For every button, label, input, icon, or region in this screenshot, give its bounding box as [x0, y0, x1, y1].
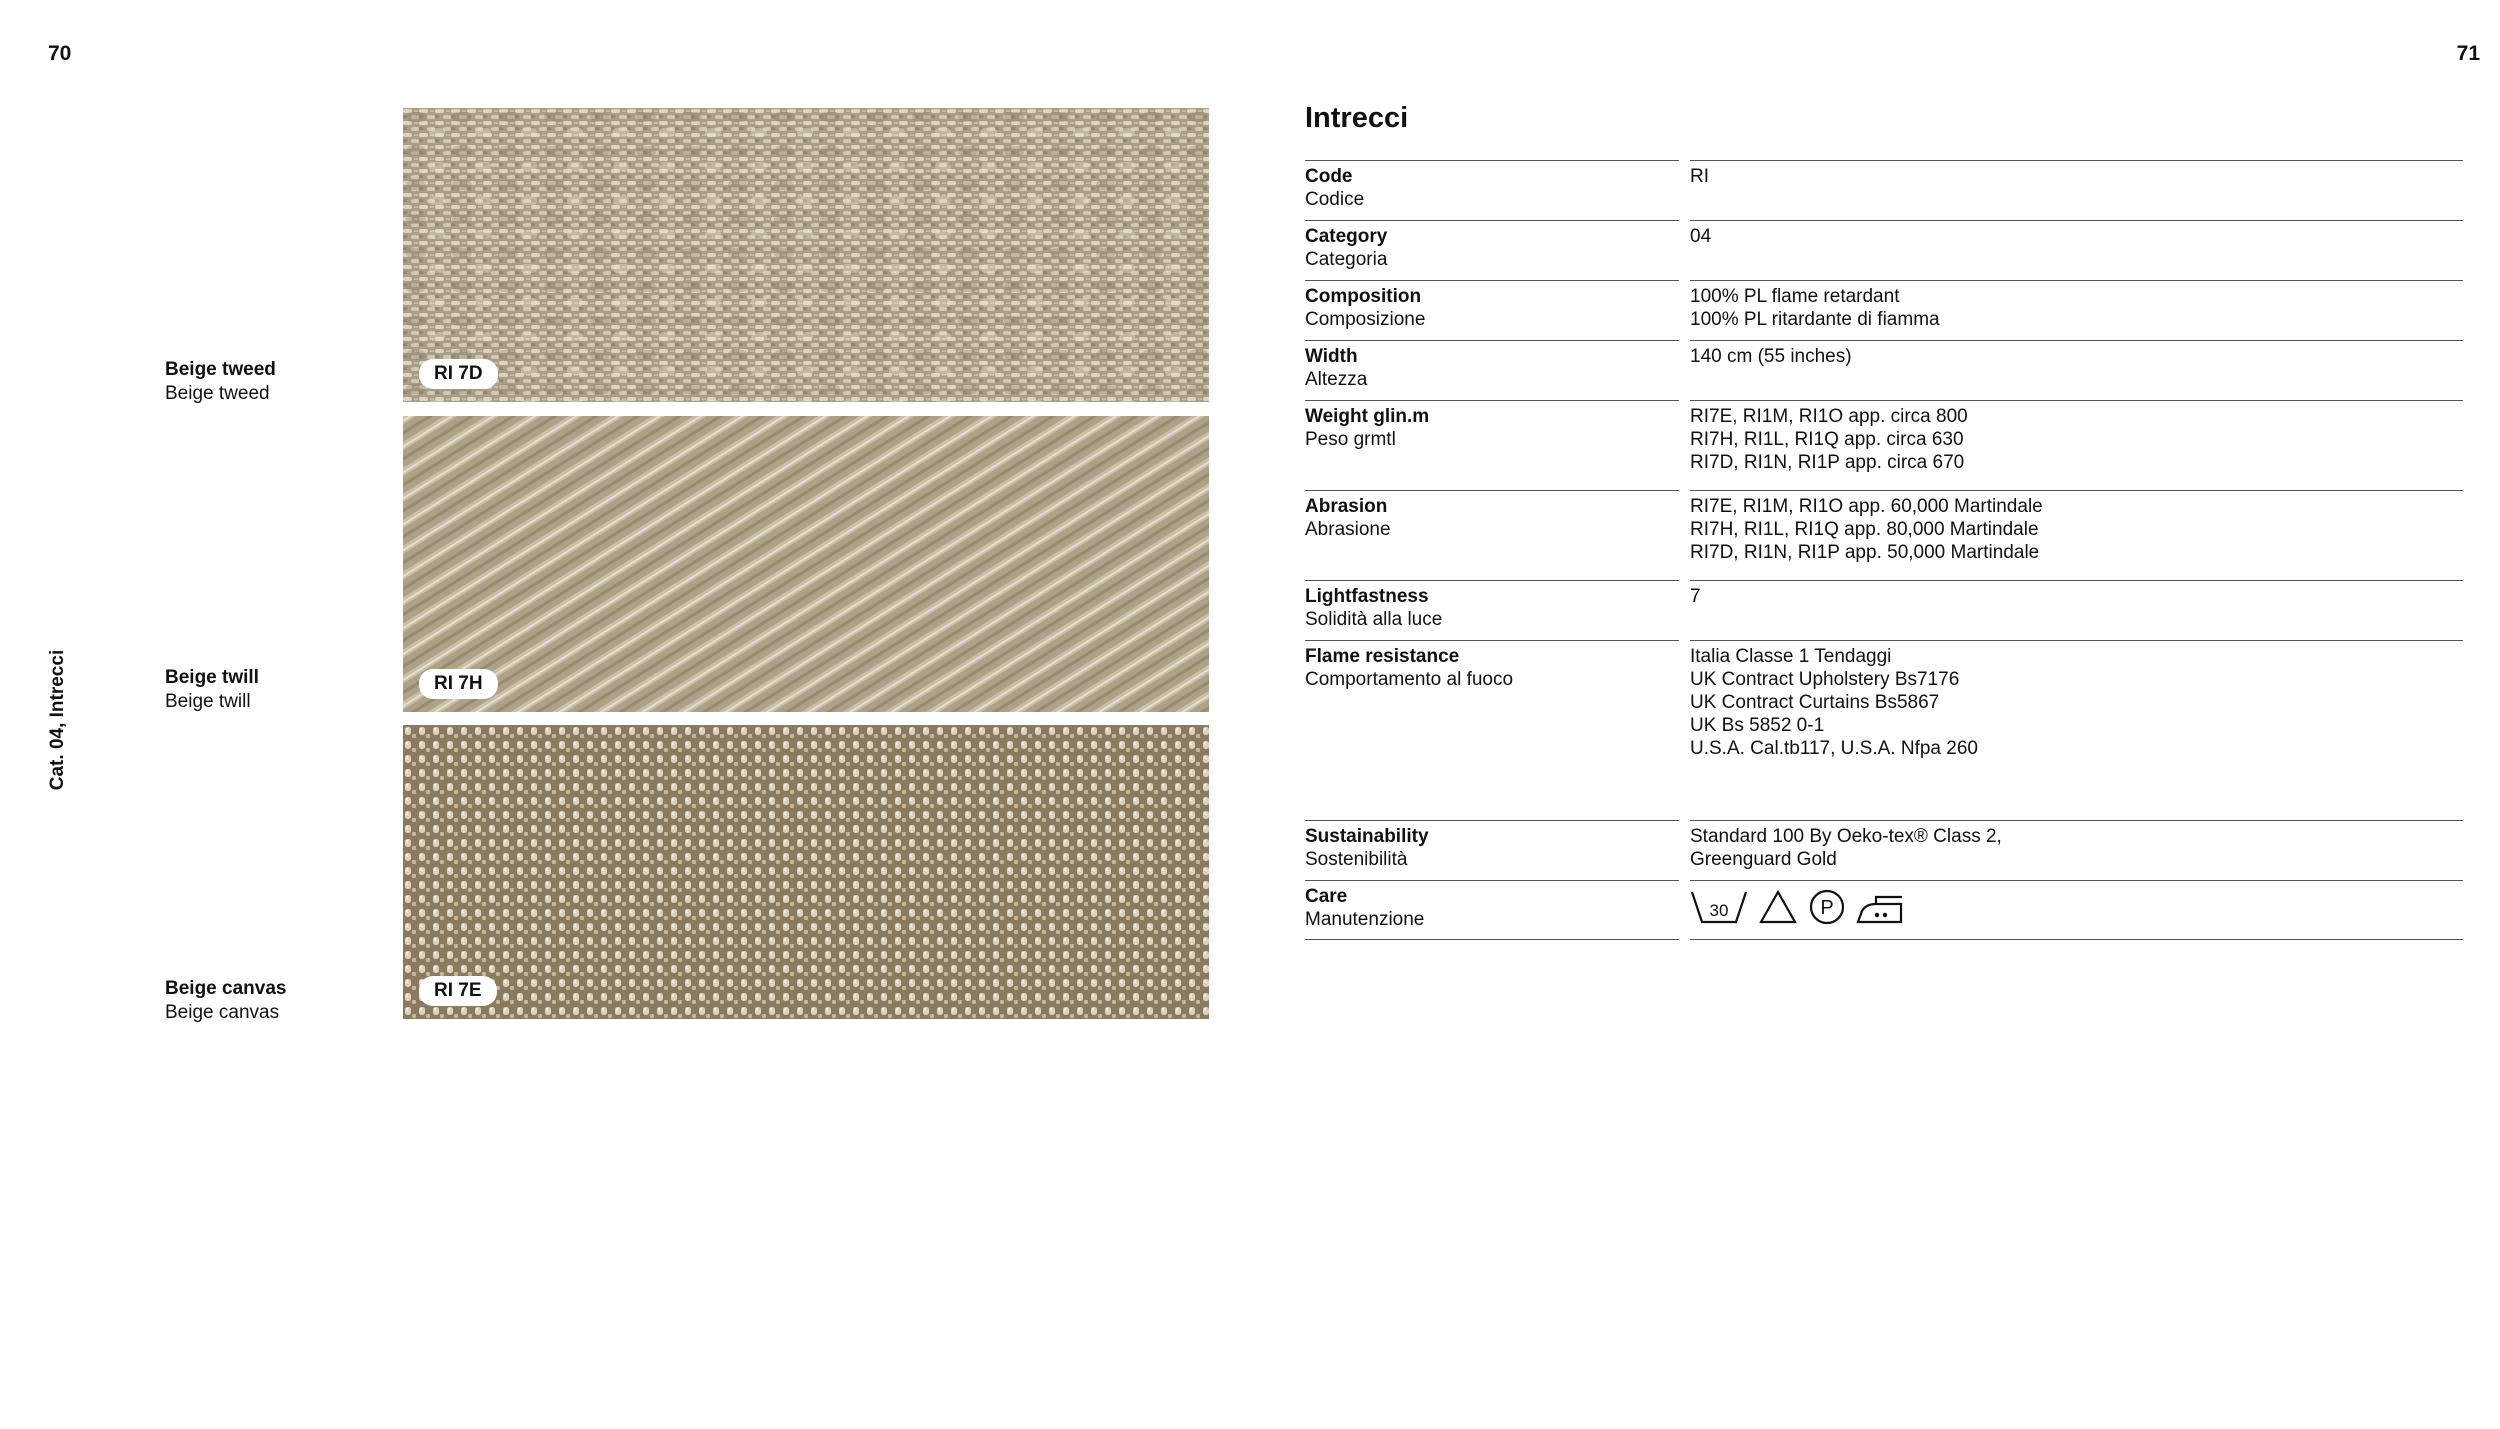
- spec-value: [1690, 880, 2463, 940]
- spec-value: [1690, 400, 2463, 490]
- spec-value: [1690, 340, 2463, 400]
- spec-label-it: Sostenibilità: [1305, 849, 1408, 870]
- page-number-left: 70: [48, 42, 72, 65]
- spec-label-it: Peso grmtl: [1305, 429, 1396, 450]
- spec-label-it: Composizione: [1305, 309, 1426, 330]
- iron-low-heat-icon: [1856, 889, 1904, 925]
- fabric-code-tag: RI 7E: [419, 976, 497, 1006]
- table-bottom-rule: [1690, 939, 2463, 940]
- spec-value-line: 100% PL flame retardant: [1690, 286, 1900, 307]
- spec-value-line: RI7H, RI1L, RI1Q app. 80,000 Martindale: [1690, 519, 2039, 540]
- spec-label-en: Flame resistance: [1305, 646, 1460, 667]
- spec-value-line: 140 cm (55 inches): [1690, 346, 1852, 367]
- spec-value-line: UK Contract Upholstery Bs7176: [1690, 669, 1960, 690]
- spec-row-sustainability: [1305, 820, 2463, 880]
- spec-value-line: Greenguard Gold: [1690, 849, 1837, 870]
- spec-label: [1305, 400, 1679, 490]
- fabric-name-en: Beige twill: [165, 667, 259, 688]
- spec-label-en: Width: [1305, 346, 1358, 367]
- spec-value-line: RI7H, RI1L, RI1Q app. circa 630: [1690, 429, 1964, 450]
- spec-label-en: Abrasion: [1305, 496, 1388, 517]
- spec-value: [1690, 490, 2463, 580]
- spec-label: [1305, 580, 1679, 640]
- spec-row-abrasion: [1305, 490, 2463, 580]
- spec-label-en: Sustainability: [1305, 826, 1429, 847]
- spec-value-line: RI7E, RI1M, RI1O app. 60,000 Martindale: [1690, 496, 2043, 517]
- spec-value-line: RI7D, RI1N, RI1P app. circa 670: [1690, 452, 1965, 473]
- bleach-triangle-icon: [1758, 889, 1798, 925]
- spec-label: [1305, 160, 1679, 220]
- spec-label: [1305, 490, 1679, 580]
- spec-label-it: Categoria: [1305, 249, 1388, 270]
- spec-value-line: UK Contract Curtains Bs5867: [1690, 692, 1940, 713]
- dry-clean-p-icon: [1808, 888, 1846, 926]
- spec-label-en: Care: [1305, 886, 1348, 907]
- spec-value: [1690, 820, 2463, 880]
- collection-title: Intrecci: [1305, 102, 1409, 134]
- spec-label-it: Manutenzione: [1305, 909, 1425, 930]
- fabric-name-tweed: [165, 358, 276, 406]
- care-icons: [1690, 888, 2463, 926]
- fabric-name-it: Beige tweed: [165, 383, 270, 404]
- spec-row-category: [1305, 220, 2463, 280]
- spec-label-it: Altezza: [1305, 369, 1368, 390]
- spec-value: [1690, 580, 2463, 640]
- spec-label-en: Code: [1305, 166, 1353, 187]
- spec-value-line: UK Bs 5852 0-1: [1690, 715, 1825, 736]
- spec-value-line: Standard 100 By Oeko-tex® Class 2,: [1690, 826, 2002, 847]
- fabric-name-it: Beige twill: [165, 691, 251, 712]
- table-bottom-rule: [1305, 939, 1679, 940]
- spec-label-en: Composition: [1305, 286, 1422, 307]
- fabric-name-en: Beige tweed: [165, 359, 276, 380]
- fabric-name-twill: [165, 666, 259, 714]
- category-side-label: Cat. 04, Intrecci: [47, 649, 68, 791]
- spec-row-care: [1305, 880, 2463, 940]
- canvas-texture-image: [403, 725, 1209, 1019]
- fabric-code-tag: RI 7H: [419, 669, 498, 699]
- spec-value-line: RI: [1690, 166, 1709, 187]
- spec-label: [1305, 820, 1679, 880]
- twill-texture-image: [403, 416, 1209, 712]
- swatch-twill: [403, 416, 1209, 712]
- spec-row-flame-resistance: [1305, 640, 2463, 820]
- spec-value-line: Italia Classe 1 Tendaggi: [1690, 646, 1892, 667]
- swatch-tweed: [403, 108, 1209, 402]
- spec-row-width: [1305, 340, 2463, 400]
- spec-row-composition: [1305, 280, 2463, 340]
- spec-label-it: Comportamento al fuoco: [1305, 669, 1514, 690]
- spec-label-it: Abrasione: [1305, 519, 1391, 540]
- page-number-right: 71: [2456, 42, 2480, 65]
- wash-temperature-label: 30: [1709, 901, 1729, 920]
- spec-label-en: Lightfastness: [1305, 586, 1429, 607]
- spec-value-line: 7: [1690, 586, 1701, 607]
- tweed-texture-image: [403, 108, 1209, 402]
- wash-30-icon: [1690, 889, 1748, 925]
- spec-row-lightfastness: [1305, 580, 2463, 640]
- fabric-name-en: Beige canvas: [165, 978, 287, 999]
- spec-value: [1690, 220, 2463, 280]
- spec-label-it: Solidità alla luce: [1305, 609, 1443, 630]
- spec-value-line: 100% PL ritardante di fiamma: [1690, 309, 1940, 330]
- spec-row-weight: [1305, 400, 2463, 490]
- spec-label: [1305, 340, 1679, 400]
- fabric-code-tag: RI 7D: [419, 359, 498, 389]
- swatch-canvas: [403, 725, 1209, 1019]
- spec-value-line: U.S.A. Cal.tb117, U.S.A. Nfpa 260: [1690, 738, 1978, 759]
- fabric-name-canvas: [165, 977, 286, 1025]
- spec-label: [1305, 880, 1679, 940]
- spec-label: [1305, 220, 1679, 280]
- spec-label-en: Category: [1305, 226, 1388, 247]
- dry-clean-letter: P: [1820, 897, 1834, 919]
- spec-label: [1305, 640, 1679, 820]
- spec-value-line: RI7D, RI1N, RI1P app. 50,000 Martindale: [1690, 542, 2040, 563]
- spec-value-line: RI7E, RI1M, RI1O app. circa 800: [1690, 406, 1968, 427]
- spec-value: [1690, 280, 2463, 340]
- spec-row-code: [1305, 160, 2463, 220]
- spec-value-line: 04: [1690, 226, 1712, 247]
- spec-value: [1690, 160, 2463, 220]
- spec-label-it: Codice: [1305, 189, 1365, 210]
- spec-label-en: Weight glin.m: [1305, 406, 1430, 427]
- spec-label: [1305, 280, 1679, 340]
- fabric-name-it: Beige canvas: [165, 1002, 280, 1023]
- spec-value: [1690, 640, 2463, 820]
